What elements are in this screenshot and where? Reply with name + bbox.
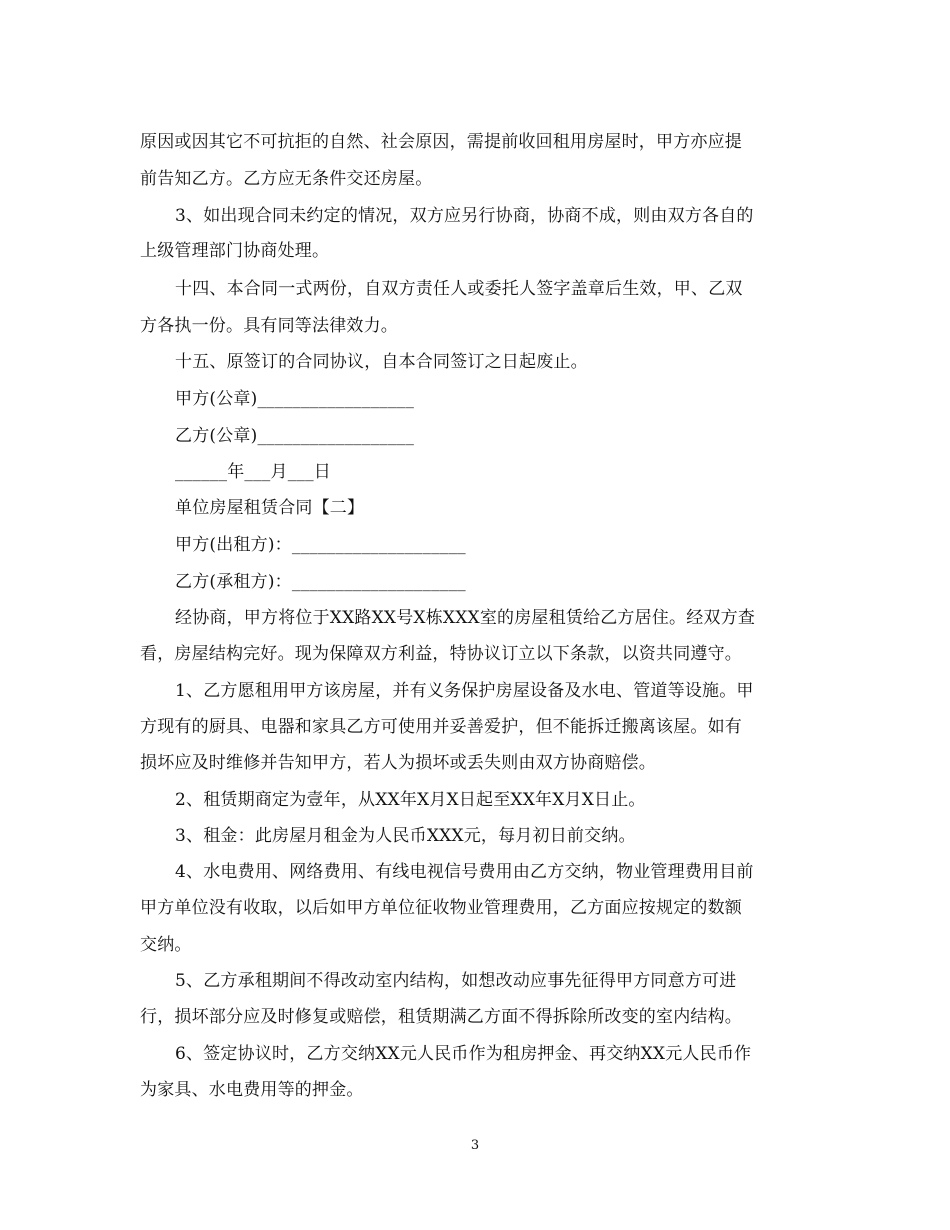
text-line: 前告知乙方。乙方应无条件交还房屋。: [140, 169, 433, 189]
signature-line-party-a: 甲方(公章)__________________: [175, 389, 415, 409]
text-line: 十四、本合同一式两份，自双方责任人或委托人签字盖章后生效，甲、乙双: [175, 279, 743, 299]
text-line: 上级管理部门协商处理。: [140, 241, 330, 261]
text-line: 3、租金：此房屋月租金为人民币XXX元，每月初日前交纳。: [175, 826, 636, 846]
text-line: 3、如出现合同未约定的情况，双方应另行协商，协商不成，则由双方各自的: [175, 206, 754, 226]
text-line: 为家具、水电费用等的押金。: [140, 1080, 364, 1100]
lessee-line: 乙方(承租方)：____________________: [175, 572, 466, 592]
text-line: 2、租赁期商定为壹年，从XX年X月X日起至XX年X月X日止。: [175, 790, 646, 810]
section-title: 单位房屋租赁合同【二】: [175, 498, 365, 518]
page-number: 3: [470, 1138, 480, 1153]
text-line: 甲方单位没有收取，以后如甲方单位征收物业管理费用，乙方面应按规定的数额: [140, 898, 742, 918]
text-line: 十五、原签订的合同协议，自本合同签订之日起废止。: [175, 352, 588, 372]
lessor-line: 甲方(出租方)：____________________: [175, 535, 466, 555]
date-line: ______年___月___日: [175, 462, 331, 482]
text-line: 方各执一份。具有同等法律效力。: [140, 316, 398, 336]
text-line: 行，损坏部分应及时修复或赔偿，租赁期满乙方面不得拆除所改变的室内结构。: [140, 1007, 742, 1027]
text-line: 看，房屋结构完好。现为保障双方利益，特协议订立以下条款，以资共同遵守。: [140, 644, 742, 664]
text-line: 损坏应及时维修并告知甲方，若人为损坏或丢失则由双方协商赔偿。: [140, 753, 656, 773]
text-line: 原因或因其它不可抗拒的自然、社会原因，需提前收回租用房屋时，甲方亦应提: [140, 132, 742, 152]
text-line: 交纳。: [140, 935, 192, 955]
signature-line-party-b: 乙方(公章)__________________: [175, 426, 415, 446]
text-line: 5、乙方承租期间不得改动室内结构，如想改动应事先征得甲方同意方可进: [175, 971, 737, 991]
text-line: 6、签定协议时，乙方交纳XX元人民币作为租房押金、再交纳XX元人民币作: [175, 1044, 752, 1064]
text-line: 方现有的厨具、电器和家具乙方可使用并妥善爱护，但不能拆迁搬离该屋。如有: [140, 717, 742, 737]
text-line: 1、乙方愿租用甲方该房屋，并有义务保护房屋设备及水电、管道等设施。甲: [175, 681, 754, 701]
text-line: 4、水电费用、网络费用、有线电视信号费用由乙方交纳，物业管理费用目前: [175, 862, 754, 882]
text-line: 经协商，甲方将位于XX路XX号X栋XXX室的房屋租赁给乙方居住。经双方查: [175, 608, 756, 628]
